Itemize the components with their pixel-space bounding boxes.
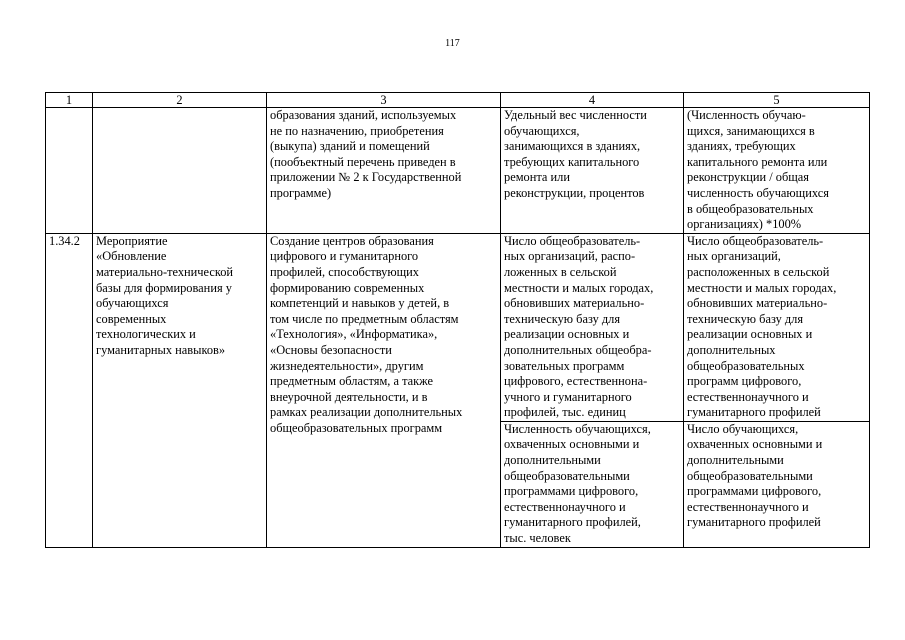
table-row-1-34-2 [46, 233, 870, 421]
header-col-2: 2 [93, 93, 267, 108]
header-col-1: 1 [46, 93, 93, 108]
header-col-3: 3 [267, 93, 501, 108]
cell-indicator-students: Численность обучающихся, охваченных основными и дополнительными общеобразовательными программами цифрового, естественнонаучного и гуманитарного профилей, тыс. человек [501, 421, 684, 547]
table-row-continued [46, 108, 870, 234]
page-number: 117 [445, 38, 460, 49]
header-col-4: 4 [501, 93, 684, 108]
cell-row-number: 1.34.2 [46, 233, 93, 547]
cell-formula-students: Число обучающихся, охваченных основными и дополнительными общеобразовательными программами цифрового, естественнонаучного и гуманитарного профилей [684, 421, 870, 547]
cell-indicator-organizations: Число общеобразователь- ных организаций, распо- ложенных в сельской местности и малых городах, обновивших материально- техническую базу для реализации основных и дополнительных общеобра- зовательных программ цифрового, естественнона- учного и гуманитарного профилей, тыс. единиц [501, 233, 684, 421]
cell-continued-indicator: Удельный вес численности обучающихся, занимающихся в зданиях, требующих капитального ремонта или реконструкции, процентов [501, 108, 684, 234]
header-col-5: 5 [684, 93, 870, 108]
cell-continued-formula: (Численность обучаю- щихся, занимающихся в зданиях, требующих капитального ремонта или реконструкции / общая численность обучающихся в общеобразовательных организациях) *100% [684, 108, 870, 234]
cell-continued-description: образования зданий, используемых не по назначению, приобретения (выкупа) зданий и помещений (пообъектный перечень приведен в приложении № 2 к Государственной программе) [267, 108, 501, 234]
cell-formula-organizations: Число общеобразователь- ных организаций, расположенных в сельской местности и малых городах, обновивших материально- техническую базу для реализации основных и дополнительных общеобразовательных программ цифрового, естественнонаучного и гуманитарного профилей [684, 233, 870, 421]
cell-continued-col1 [46, 108, 93, 234]
cell-activity-description: Создание центров образования цифрового и гуманитарного профилей, способствующих формированию современных компетенций и навыков у детей, в том числе по предметным областям «Технология», «Информатика», «Основы безопасности жизнедеятельности», другим предметным областям, а также внеурочной деятельности, и в рамках реализации дополнительных общеобразовательных программ [267, 233, 501, 547]
cell-activity-name: Мероприятие «Обновление материально-технической базы для формирования у обучающихся современных технологических и гуманитарных навыков» [93, 233, 267, 547]
data-table [45, 92, 870, 548]
cell-continued-col2 [93, 108, 267, 234]
table-header-row [46, 93, 870, 108]
